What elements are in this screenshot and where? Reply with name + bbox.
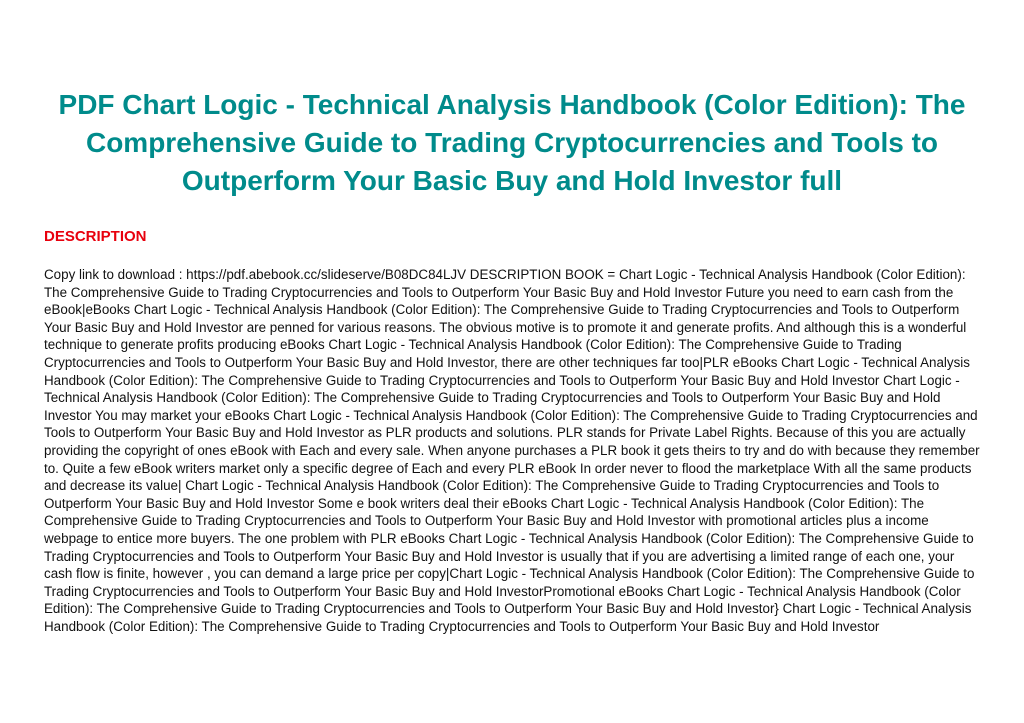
document-title: PDF Chart Logic - Technical Analysis Handbook (Color Edition): The Comprehensive Guide to Trading Cryptocurrencies and Tools to Outperform Your Basic Buy and Hold Investor full [58, 89, 966, 196]
description-heading: DESCRIPTION [44, 228, 147, 245]
description-body: Copy link to download : https://pdf.abebook.cc/slideserve/B08DC84LJV DESCRIPTION BOOK = Chart Logic - Technical Analysis Handbook (Color Edition): The Comprehensive Guide to Trading Cryptocurrencies and Tools to Outperform Your Basic Buy and Hold Investor Future you need to earn cash from the eBook|eBooks Chart Logic - Technical Analysis Handbook (Color Edition): The Comprehensive Guide to Trading Cryptocurrencies and Tools to Outperform Your Basic Buy and Hold Investor are penned for various reasons. The obvious motive is to promote it and generate profits. And although this is a wonderful technique to generate profits producing eBooks Chart Logic - Technical Analysis Handbook (Color Edition): The Comprehensive Guide to Trading Cryptocurrencies and Tools to Outperform Your Basic Buy and Hold Investor, there are other techniques far too|PLR eBooks Chart Logic - Technical Analysis Handbook (Color Edition): The Comprehensive Guide to Trading Cryptocurrencies and Tools to Outperform Your Basic Buy and Hold Investor Chart Logic - Technical Analysis Handbook (Color Edition): The Comprehensive Guide to Trading Cryptocurrencies and Tools to Outperform Your Basic Buy and Hold Investor You may market your eBooks Chart Logic - Technical Analysis Handbook (Color Edition): The Comprehensive Guide to Trading Cryptocurrencies and Tools to Outperform Your Basic Buy and Hold Investor as PLR products and solutions. PLR stands for Private Label Rights. Because of this you are actually providing the copyright of ones eBook with Each and every sale. When anyone purchases a PLR book it gets theirs to try and do with because they remember to. Quite a few eBook writers market only a specific degree of Each and every PLR eBook In order never to flood the marketplace With all the same products and decrease its value| Chart Logic - Technical Analysis Handbook (Color Edition): The Comprehensive Guide to Trading Cryptocurrencies and Tools to Outperform Your Basic Buy and Hold Investor Some e book writers deal their eBooks Chart Logic - Technical Analysis Handbook (Color Edition): The Comprehensive Guide to Trading Cryptocurrencies and Tools to Outperform Your Basic Buy and Hold Investor with promotional articles plus a income webpage to entice more buyers. The one problem with PLR eBooks Chart Logic - Technical Analysis Handbook (Color Edition): The Comprehensive Guide to Trading Cryptocurrencies and Tools to Outperform Your Basic Buy and Hold Investor is usually that if you are advertising a limited range of each one, your cash flow is finite, however , you can demand a large price per copy|Chart Logic - Technical Analysis Handbook (Color Edition): The Comprehensive Guide to Trading Cryptocurrencies and Tools to Outperform Your Basic Buy and Hold InvestorPromotional eBooks Chart Logic - Technical Analysis Handbook (Color Edition): The Comprehensive Guide to Trading Cryptocurrencies and Tools to Outperform Your Basic Buy and Hold Investor} Chart Logic - Technical Analysis Handbook (Color Edition): The Comprehensive Guide to Trading Cryptocurrencies and Tools to Outperform Your Basic Buy and Hold Investor [44, 267, 980, 634]
